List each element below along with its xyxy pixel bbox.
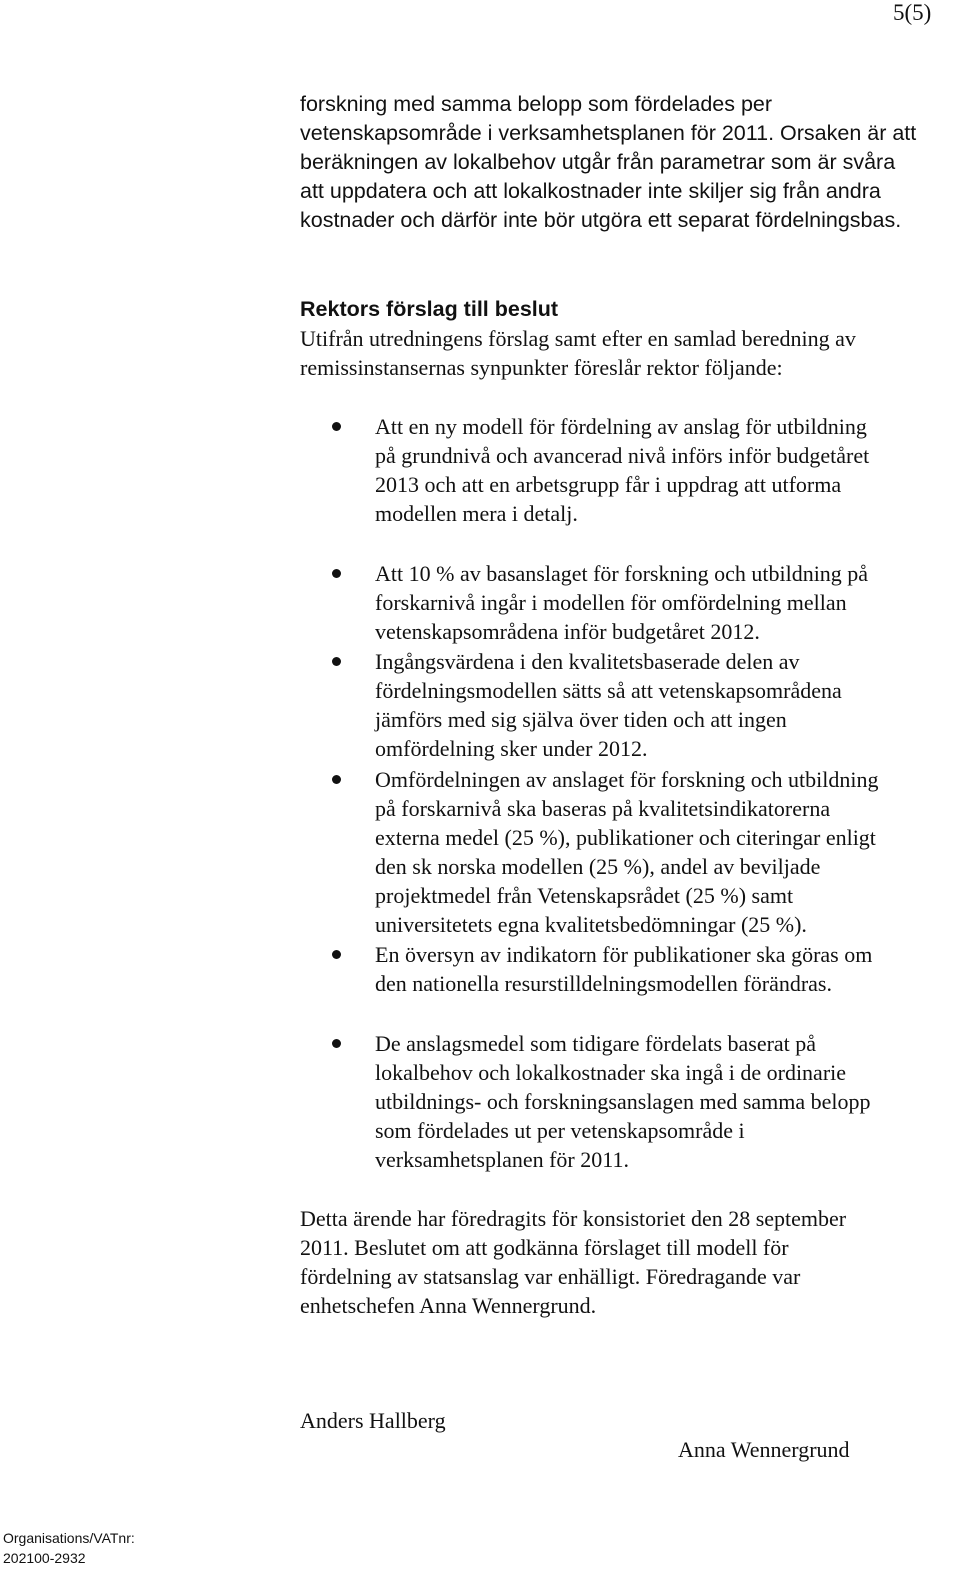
text-line: forskarnivå ingår i modellen för omfördelning mellan — [375, 590, 847, 615]
text-line: jämförs med sig själva över tiden och att ingen — [375, 707, 787, 732]
lead-paragraph — [300, 324, 940, 382]
text-line: vetenskapsområdena inför budgetåret 2012. — [375, 619, 760, 644]
text-line: Utifrån utredningens förslag samt efter en samlad beredning av — [300, 326, 856, 351]
text-line: verksamhetsplanen för 2011. — [375, 1147, 629, 1172]
text-line: fördelningsmodellen sätts så att vetenskapsområdena — [375, 678, 842, 703]
closing-paragraph — [300, 1204, 940, 1320]
text-line: externa medel (25 %), publikationer och citeringar enligt — [375, 825, 876, 850]
text-line: omfördelning sker under 2012. — [375, 736, 648, 761]
text-line: beräkningen av lokalbehov utgår från parametrar som är svåra — [300, 150, 896, 174]
text-line: Omfördelningen av anslaget för forskning och utbildning — [375, 767, 879, 792]
text-line: remissinstansernas synpunkter föreslår rektor följande: — [300, 355, 783, 380]
text-line: enhetschefen Anna Wennergrund. — [300, 1293, 597, 1318]
footer-number: 202100-2932 — [3, 1550, 86, 1566]
text-line: Detta ärende har föredragits för konsistoriet den 28 september — [300, 1206, 847, 1231]
text-line: forskning med samma belopp som fördelades per — [300, 92, 773, 116]
text-line: på forskarnivå ska baseras på kvalitetsindikatorerna — [375, 796, 831, 821]
section-heading: Rektors förslag till beslut — [300, 297, 559, 321]
signature-name: Anders Hallberg — [300, 1408, 446, 1433]
text-line: Ingångsvärdena i den kvalitetsbaserade delen av — [375, 649, 800, 674]
bullet-item — [375, 559, 960, 646]
text-line: att uppdatera och att lokalkostnader inte skiljer sig från andra — [300, 179, 881, 203]
text-line: 2013 och att en arbetsgrupp får i uppdrag att utforma — [375, 472, 842, 497]
text-line: De anslagsmedel som tidigare fördelats baserat på — [375, 1031, 817, 1056]
bullet-icon — [332, 775, 341, 784]
bullet-item — [375, 412, 960, 528]
bullet-icon — [332, 657, 341, 666]
intro-paragraph — [300, 90, 940, 235]
text-line: på grundnivå och avancerad nivå införs inför budgetåret — [375, 443, 870, 468]
bullet-item — [375, 1029, 960, 1174]
text-line: 2011. Beslutet om att godkänna förslaget till modell för — [300, 1235, 789, 1260]
footer-label: Organisations/VATnr: — [3, 1530, 135, 1546]
footer — [3, 1528, 135, 1568]
text-line: Att 10 % av basanslaget för forskning och utbildning på — [375, 561, 869, 586]
page-number: 5(5) — [893, 0, 932, 25]
text-line: vetenskapsområde i verksamhetsplanen för 2011. Orsaken är att — [300, 121, 917, 145]
text-line: kostnader och därför inte bör utgöra ett separat fördelningsbas. — [300, 208, 902, 232]
text-line: den nationella resurstilldelningsmodellen förändras. — [375, 971, 832, 996]
text-line: lokalbehov och lokalkostnader ska ingå i de ordinarie — [375, 1060, 847, 1085]
text-line: Att en ny modell för fördelning av anslag för utbildning — [375, 414, 867, 439]
text-line: utbildnings- och forskningsanslagen med samma belopp — [375, 1089, 871, 1114]
bullet-icon — [332, 569, 341, 578]
bullet-item — [375, 765, 960, 939]
text-line: den sk norska modellen (25 %), andel av beviljade — [375, 854, 821, 879]
text-line: fördelning av statsanslag var enhälligt. Föredragande var — [300, 1264, 801, 1289]
text-line: projektmedel från Vetenskapsrådet (25 %) samt — [375, 883, 794, 908]
bullet-item — [375, 647, 960, 763]
signature-name: Anna Wennergrund — [678, 1437, 850, 1462]
text-line: som fördelades ut per vetenskapsområde i — [375, 1118, 745, 1143]
bullet-item — [375, 940, 960, 998]
bullet-icon — [332, 422, 341, 431]
text-line: En översyn av indikatorn för publikationer ska göras om — [375, 942, 873, 967]
bullet-icon — [332, 1039, 341, 1048]
bullet-icon — [332, 950, 341, 959]
text-line: modellen mera i detalj. — [375, 501, 578, 526]
text-line: universitetets egna kvalitetsbedömningar (25 %). — [375, 912, 807, 937]
